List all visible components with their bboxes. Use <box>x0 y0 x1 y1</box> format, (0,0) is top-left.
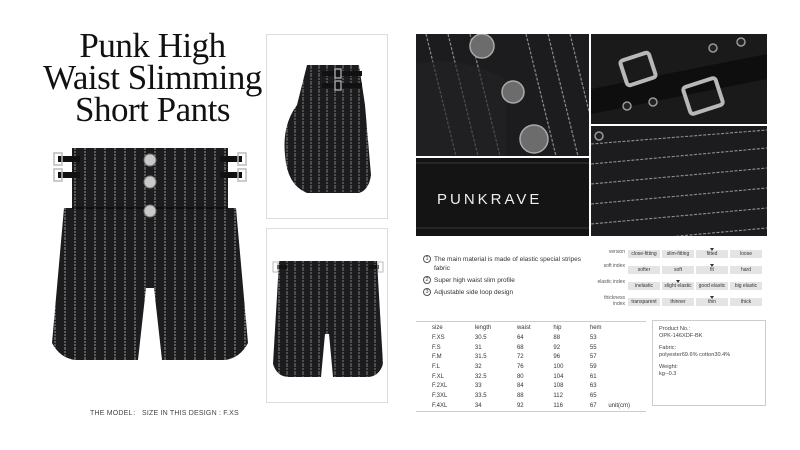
table-cell: 72 <box>516 354 524 361</box>
table-cell: 31.5 <box>474 354 487 361</box>
index-options <box>628 250 762 258</box>
shorts-front-drawing <box>50 138 250 373</box>
product-info-box <box>652 320 766 406</box>
table-cell: 84 <box>516 383 524 390</box>
index-option: transparent <box>628 298 660 306</box>
side-view-thumbnail <box>266 34 388 219</box>
table-cell: 65 <box>589 392 597 399</box>
index-option: loose <box>730 250 762 258</box>
table-cell: F.XS <box>432 334 445 341</box>
table-cell: F.4XL <box>432 402 448 409</box>
index-row-version <box>595 248 765 264</box>
index-option: thin <box>696 298 728 306</box>
table-cell: 59 <box>589 363 597 370</box>
table-cell: 32 <box>474 363 482 370</box>
table-cell: 96 <box>553 354 561 361</box>
fabric-label: Fabric: <box>659 345 677 351</box>
table-header: hip <box>553 324 562 331</box>
table-cell: 76 <box>516 363 524 370</box>
table-cell: 80 <box>516 373 524 380</box>
index-options <box>628 298 762 306</box>
index-row-soft <box>595 264 765 280</box>
table-cell: 68 <box>516 344 524 351</box>
size-chart-table <box>416 322 646 411</box>
table-cell: 63 <box>589 383 597 390</box>
table-cell: 88 <box>553 334 561 341</box>
table-cell: 55 <box>589 344 597 351</box>
main-product-image <box>50 138 250 373</box>
table-cell: 30.5 <box>474 334 487 341</box>
index-option: inelastic <box>628 282 660 290</box>
selected-marker-icon <box>710 264 714 267</box>
table-header: hem <box>589 324 602 331</box>
back-view-thumbnail <box>266 228 388 403</box>
feature-item <box>423 255 593 273</box>
table-cell: 92 <box>553 344 561 351</box>
table-cell: 33 <box>474 383 482 390</box>
fabric-value: polyester69.6% cotton30.4% <box>659 352 731 358</box>
table-cell: F.2XL <box>432 383 448 390</box>
feature-item <box>423 276 593 285</box>
table-cell: F.M <box>432 354 442 361</box>
table-header: length <box>474 324 492 331</box>
table-cell: 31 <box>474 344 482 351</box>
feature-item <box>423 288 593 297</box>
table-cell: F.L <box>432 363 441 370</box>
index-option: big elastic <box>730 282 762 290</box>
index-row-thickness <box>595 296 765 312</box>
index-option: fitted <box>696 250 728 258</box>
table-cell: 67 <box>589 402 597 409</box>
table-header: waist <box>516 324 531 331</box>
table-cell: 53 <box>589 334 597 341</box>
selected-marker-icon <box>676 280 680 283</box>
table-cell: 57 <box>589 354 597 361</box>
feature-text: The main material is made of elastic special stripes fabric <box>434 256 582 272</box>
detail-photo-buckles <box>591 34 767 124</box>
index-option: good elastic <box>696 282 728 290</box>
table-row <box>416 352 646 362</box>
table-cell: 64 <box>516 334 524 341</box>
index-options <box>628 282 762 290</box>
table-cell: 116 <box>553 402 563 409</box>
table-cell: 112 <box>553 392 563 399</box>
table-cell: F.S <box>432 344 441 351</box>
table-cell: 61 <box>589 373 597 380</box>
table-cell: 104 <box>553 373 564 380</box>
title-line-1: Punk High <box>79 26 226 65</box>
index-option: hard <box>730 266 762 274</box>
selected-marker-icon <box>710 296 714 299</box>
selected-marker-icon <box>710 248 714 251</box>
table-cell: 92 <box>516 402 524 409</box>
buttons-closeup-drawing <box>416 34 589 156</box>
table-cell: 108 <box>553 383 564 390</box>
feature-number: 1 <box>423 255 431 263</box>
fabric-closeup-drawing <box>591 126 767 236</box>
buckles-closeup-drawing <box>591 34 767 124</box>
index-option: thinner <box>662 298 694 306</box>
title-line-3: Short Pants <box>75 90 230 129</box>
index-option: slim-fitting <box>662 250 694 258</box>
shorts-side-drawing <box>267 35 388 219</box>
feature-list <box>423 255 593 300</box>
table-row <box>416 391 646 401</box>
feature-text: Adjustable side loop design <box>434 289 514 296</box>
index-label: soft index <box>603 263 625 269</box>
table-cell: 32.5 <box>474 373 487 380</box>
table-row <box>416 343 646 353</box>
table-cell: 100 <box>553 363 564 370</box>
shorts-back-drawing <box>267 229 388 403</box>
table-row <box>416 372 646 382</box>
index-options <box>628 266 762 274</box>
table-row <box>416 381 646 391</box>
brand-label-text: PUNKRAVE <box>437 191 543 208</box>
table-cell: 88 <box>516 392 524 399</box>
product-no-value: OPK-146XDF-BK <box>659 333 703 339</box>
feature-number: 2 <box>423 276 431 284</box>
table-row <box>416 362 646 372</box>
title-line-2: Waist Slimming <box>43 58 262 97</box>
index-option: fit <box>696 266 728 274</box>
feature-number: 3 <box>423 288 431 296</box>
unit-label: unit(cm) <box>608 402 630 409</box>
index-option: soft <box>662 266 694 274</box>
model-size-note: THE MODEL： SIZE IN THIS DESIGN : F.XS <box>90 410 239 417</box>
index-row-elastic <box>595 280 765 296</box>
weight-value: kg--0.3 <box>659 371 677 377</box>
index-option: close-fitting <box>628 250 660 258</box>
fit-index-panel <box>595 248 765 312</box>
feature-text: Super high waist slim profile <box>434 277 515 284</box>
index-option: softer <box>628 266 660 274</box>
index-option: slight elastic <box>662 282 694 290</box>
table-cell: 34 <box>474 402 482 409</box>
index-option: thick <box>730 298 762 306</box>
index-label: thickness index <box>604 295 625 307</box>
product-no-label: Product No.: <box>659 326 691 332</box>
index-label: version <box>608 249 625 255</box>
detail-photo-fabric <box>591 126 767 236</box>
table-header-row <box>416 322 646 333</box>
size-chart <box>416 321 646 412</box>
detail-photo-buttons <box>416 34 589 156</box>
table-cell: F.3XL <box>432 392 448 399</box>
table-cell: F.XL <box>432 373 445 380</box>
product-title <box>30 26 275 129</box>
table-header: size <box>432 324 443 331</box>
weight-label: Weight: <box>659 364 678 370</box>
index-label: elastic index <box>597 279 625 285</box>
table-cell: 33.5 <box>474 392 487 399</box>
table-row <box>416 333 646 343</box>
